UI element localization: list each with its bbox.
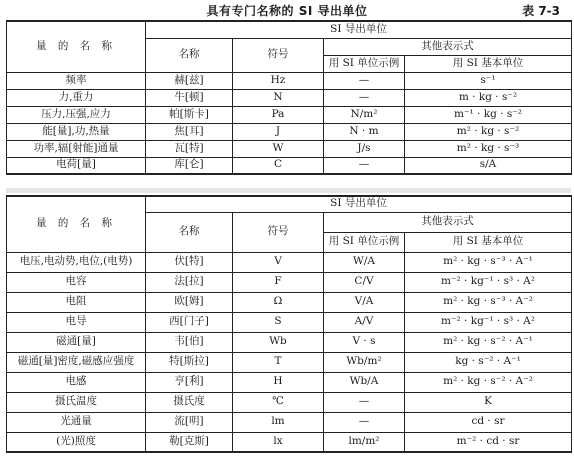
table-row xyxy=(7,432,572,452)
table-row xyxy=(7,89,572,106)
other-expression-header: 其他表示式 xyxy=(324,38,572,55)
table-row xyxy=(7,332,572,352)
symbol-cell: N xyxy=(233,89,324,106)
si-base-unit-header: 用 SI 基本单位 xyxy=(405,55,572,72)
unit-name-cell: 牛[顿] xyxy=(146,89,233,106)
header-row-1 xyxy=(7,196,572,212)
symbol-cell: ℃ xyxy=(233,392,324,412)
symbol-cell: S xyxy=(233,312,324,332)
unit-name-cell: 瓦[特] xyxy=(146,140,233,157)
quantity-cell: 电容 xyxy=(7,272,146,292)
base-unit-cell: s/A xyxy=(405,157,572,174)
table-row xyxy=(7,372,572,392)
table-row xyxy=(7,392,572,412)
base-unit-cell: s⁻¹ xyxy=(405,72,572,89)
si-unit-example-header: 用 SI 单位示例 xyxy=(324,232,405,252)
unit-name-cell: 韦[伯] xyxy=(146,332,233,352)
base-unit-cell: m⁻² · cd · sr xyxy=(405,432,572,452)
table-row xyxy=(7,352,572,372)
quantity-cell: 电阻 xyxy=(7,292,146,312)
table-row xyxy=(7,412,572,432)
name-header: 名称 xyxy=(146,212,233,252)
table-row xyxy=(7,292,572,312)
si-example-cell: C/V xyxy=(324,272,405,292)
symbol-header: 符号 xyxy=(233,212,324,252)
base-unit-cell: m² · kg · s⁻³ xyxy=(405,140,572,157)
table-row xyxy=(7,272,572,292)
unit-name-cell: 赫[兹] xyxy=(146,72,233,89)
si-units-table-2 xyxy=(6,195,572,453)
unit-name-cell: 库[仑] xyxy=(146,157,233,174)
si-unit-example-header: 用 SI 单位示例 xyxy=(324,55,405,72)
quantity-cell: 频率 xyxy=(7,72,146,89)
base-unit-cell: m² · kg · s⁻² · A⁻² xyxy=(405,372,572,392)
si-example-cell: Wb/m² xyxy=(324,352,405,372)
base-unit-cell: m⁻² · kg⁻¹ · s³ · A² xyxy=(405,312,572,332)
base-unit-cell: cd · sr xyxy=(405,412,572,432)
si-example-cell: — xyxy=(324,72,405,89)
table-row xyxy=(7,72,572,89)
symbol-cell: V xyxy=(233,252,324,272)
base-unit-cell: m · kg · s⁻² xyxy=(405,89,572,106)
unit-name-cell: 欧[姆] xyxy=(146,292,233,312)
si-example-cell: J/s xyxy=(324,140,405,157)
base-unit-cell: m² · kg · s⁻³ · A⁻¹ xyxy=(405,252,572,272)
unit-name-cell: 勒[克斯] xyxy=(146,432,233,452)
unit-name-cell: 帕[斯卡] xyxy=(146,106,233,123)
si-derived-header: SI 导出单位 xyxy=(146,21,572,38)
si-example-cell: W/A xyxy=(324,252,405,272)
unit-name-cell: 摄氏度 xyxy=(146,392,233,412)
quantity-header: 量 的 名 称 xyxy=(7,196,146,252)
si-example-cell: — xyxy=(324,89,405,106)
si-example-cell: V · s xyxy=(324,332,405,352)
table-row xyxy=(7,157,572,174)
quantity-cell: (光)照度 xyxy=(7,432,146,452)
si-example-cell: — xyxy=(324,412,405,432)
quantity-cell: 能[量],功,热量 xyxy=(7,123,146,140)
quantity-header: 量 的 名 称 xyxy=(7,21,146,72)
quantity-cell: 磁通[量] xyxy=(7,332,146,352)
symbol-cell: lm xyxy=(233,412,324,432)
quantity-cell: 力,重力 xyxy=(7,89,146,106)
si-example-cell: V/A xyxy=(324,292,405,312)
other-expression-header: 其他表示式 xyxy=(324,212,572,232)
table-row xyxy=(7,140,572,157)
name-header: 名称 xyxy=(146,38,233,72)
symbol-cell: Wb xyxy=(233,332,324,352)
unit-name-cell: 伏[特] xyxy=(146,252,233,272)
unit-name-cell: 流[明] xyxy=(146,412,233,432)
table-caption: 具有专门名称的 SI 导出单位 xyxy=(206,4,368,18)
table-row xyxy=(7,106,572,123)
si-example-cell: — xyxy=(324,392,405,412)
quantity-cell: 电感 xyxy=(7,372,146,392)
si-example-cell: — xyxy=(324,157,405,174)
header-row-1 xyxy=(7,21,572,38)
si-base-unit-header: 用 SI 基本单位 xyxy=(405,232,572,252)
symbol-cell: Pa xyxy=(233,106,324,123)
symbol-cell: C xyxy=(233,157,324,174)
quantity-cell: 功率,辐[射能]通量 xyxy=(7,140,146,157)
symbol-cell: Hz xyxy=(233,72,324,89)
unit-name-cell: 西[门子] xyxy=(146,312,233,332)
table-row xyxy=(7,123,572,140)
base-unit-cell: m² · kg · s⁻² · A⁻¹ xyxy=(405,332,572,352)
symbol-cell: J xyxy=(233,123,324,140)
unit-name-cell: 焦[耳] xyxy=(146,123,233,140)
symbol-cell: lx xyxy=(233,432,324,452)
quantity-cell: 摄氏温度 xyxy=(7,392,146,412)
table-row xyxy=(7,252,572,272)
symbol-cell: T xyxy=(233,352,324,372)
unit-name-cell: 亨[利] xyxy=(146,372,233,392)
quantity-cell: 电导 xyxy=(7,312,146,332)
table-1-body xyxy=(7,72,572,174)
base-unit-cell: K xyxy=(405,392,572,412)
si-example-cell: N · m xyxy=(324,123,405,140)
si-example-cell: lm/m² xyxy=(324,432,405,452)
si-derived-header: SI 导出单位 xyxy=(146,196,572,212)
si-example-cell: A/V xyxy=(324,312,405,332)
base-unit-cell: m⁻¹ · kg · s⁻² xyxy=(405,106,572,123)
symbol-cell: W xyxy=(233,140,324,157)
quantity-cell: 压力,压强,应力 xyxy=(7,106,146,123)
title-bar xyxy=(0,0,574,20)
unit-name-cell: 法[拉] xyxy=(146,272,233,292)
quantity-cell: 电压,电动势,电位,(电势) xyxy=(7,252,146,272)
symbol-header: 符号 xyxy=(233,38,324,72)
base-unit-cell: m² · kg · s⁻² xyxy=(405,123,572,140)
quantity-cell: 磁通[量]密度,磁感应强度 xyxy=(7,352,146,372)
symbol-cell: H xyxy=(233,372,324,392)
si-example-cell: Wb/A xyxy=(324,372,405,392)
symbol-cell: F xyxy=(233,272,324,292)
unit-name-cell: 特[斯拉] xyxy=(146,352,233,372)
si-example-cell: N/m² xyxy=(324,106,405,123)
table-number: 表 7-3 xyxy=(522,4,560,18)
si-units-table-1 xyxy=(6,20,572,175)
symbol-cell: Ω xyxy=(233,292,324,312)
base-unit-cell: m² · kg · s⁻³ · A⁻² xyxy=(405,292,572,312)
base-unit-cell: m⁻² · kg⁻¹ · s³ · A² xyxy=(405,272,572,292)
quantity-cell: 光通量 xyxy=(7,412,146,432)
table-separator xyxy=(6,188,571,193)
quantity-cell: 电荷[量] xyxy=(7,157,146,174)
base-unit-cell: kg · s⁻² · A⁻¹ xyxy=(405,352,572,372)
table-2-body xyxy=(7,252,572,452)
table-row xyxy=(7,312,572,332)
